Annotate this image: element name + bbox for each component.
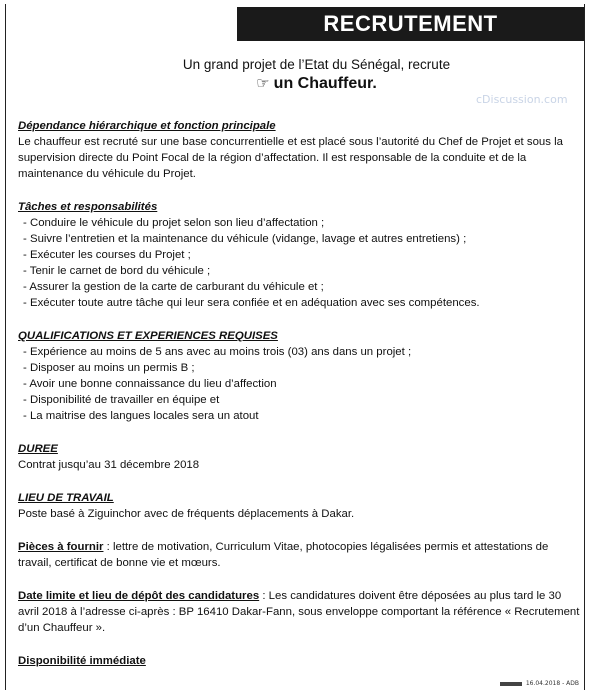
watermark: cDiscussion.com xyxy=(476,93,568,106)
intro-block xyxy=(0,57,593,95)
section-title: Disponibilité immédiate xyxy=(18,655,146,667)
taches-list xyxy=(18,215,584,311)
list-item: - Exécuter les courses du Projet ; xyxy=(18,247,584,263)
list-item: - Disposer au moins un permis B ; xyxy=(18,360,584,376)
section-title: Dépendance hiérarchique et fonction principale xyxy=(18,120,276,132)
list-item: - Assurer la gestion de la carte de carburant du véhicule et ; xyxy=(18,279,584,295)
section-title: Date limite et lieu de dépôt des candidatures xyxy=(18,590,260,602)
section-text: : lettre de motivation, Curriculum Vitae, photocopies légalisées permis et attestations de travail, certificat de bonne vie et mœurs. xyxy=(18,541,549,569)
pointing-hand-icon: ☞ xyxy=(256,75,270,92)
page-title: RECRUTEMENT xyxy=(237,7,584,41)
section-title: LIEU DE TRAVAIL xyxy=(18,492,114,504)
section-lieu xyxy=(18,490,584,522)
list-item: - La maitrise des langues locales sera un atout xyxy=(18,408,584,424)
section-pieces xyxy=(18,539,584,571)
section-taches xyxy=(18,199,584,311)
section-title: Tâches et responsabilités xyxy=(18,201,158,213)
section-text: Le chauffeur est recruté sur une base concurrentielle et est placé sous l’autorité du Chef de Projet et sous la supervision directe du Point Focal de la région d’affectation. Il est responsable de la conduite et de la maintenance du véhicule du Projet. xyxy=(18,136,563,180)
list-item: - Expérience au moins de 5 ans avec au moins trois (03) ans dans un projet ; xyxy=(18,344,584,360)
section-date-limite xyxy=(18,588,584,636)
section-title: DUREE xyxy=(18,443,58,455)
section-title: Pièces à fournir xyxy=(18,541,104,553)
list-item: - Conduire le véhicule du projet selon son lieu d’affectation ; xyxy=(18,215,584,231)
list-item: - Disponibilité de travailler en équipe et xyxy=(18,392,584,408)
section-dependance xyxy=(18,118,584,182)
document-body xyxy=(18,118,584,669)
section-text: : Les candidatures doivent être déposées au plus tard le 30 avril 2018 à l’adresse ci-après : BP 16410 Dakar-Fann, sous enveloppe comportant la référence « Recrutement d’un Chauffeur ». xyxy=(18,590,580,634)
section-disponibilite xyxy=(18,653,584,669)
role-title: un Chauffeur. xyxy=(273,75,377,92)
section-text: Poste basé à Ziguinchor avec de fréquents déplacements à Dakar. xyxy=(18,508,355,520)
qualifications-list xyxy=(18,344,584,424)
intro-line: Un grand projet de l’Etat du Sénégal, recrute xyxy=(182,57,451,72)
list-item: - Avoir une bonne connaissance du lieu d’affection xyxy=(18,376,584,392)
section-duree xyxy=(18,441,584,473)
list-item: - Tenir le carnet de bord du véhicule ; xyxy=(18,263,584,279)
footer-stamp: 16.04.2018 - ADB xyxy=(500,680,579,688)
redaction-block xyxy=(500,682,522,686)
section-qualifications xyxy=(18,328,584,424)
list-item: - Exécuter toute autre tâche qui leur sera confiée et en adéquation avec ses compétences. xyxy=(18,295,584,311)
list-item: - Suivre l’entretien et la maintenance du véhicule (vidange, lavage et autres entretiens) ; xyxy=(18,231,584,247)
section-title: QUALIFICATIONS ET EXPERIENCES REQUISES xyxy=(18,330,278,342)
section-text: Contrat jusqu’au 31 décembre 2018 xyxy=(18,459,200,471)
